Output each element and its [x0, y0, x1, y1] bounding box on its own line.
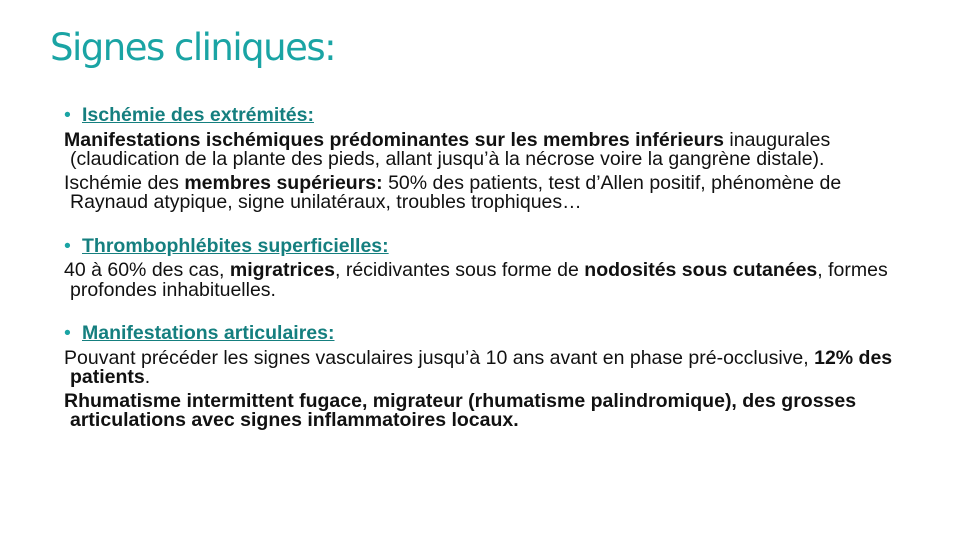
section-heading: [64, 324, 924, 344]
paragraph: [64, 389, 924, 431]
text-run: Ischémie des: [64, 171, 185, 194]
section-heading: [64, 106, 924, 126]
section-articulaires: [64, 324, 924, 431]
section-thrombophlebites: [64, 234, 924, 301]
slide-content: [64, 106, 924, 455]
text-run: membres supérieurs:: [184, 171, 383, 194]
slide-title: Signes cliniques:: [50, 26, 336, 69]
paragraph: [64, 171, 924, 213]
bullet-icon: •: [64, 234, 71, 257]
text-run: inaugurales (claudication de la plante des pieds, allant jusqu’à la nécrose voire la gangrène distale).: [70, 128, 831, 170]
paragraph: [64, 346, 924, 388]
section-ischemie: [64, 106, 924, 213]
text-run: 50% des patients, test d’Allen positif, phénomène de Raynaud atypique, signe unilatéraux, troubles trophiques…: [70, 171, 842, 213]
text-run: migratrices: [229, 259, 335, 281]
text-run: 40 à 60% des cas,: [64, 259, 230, 281]
text-run: nodosités sous cutanées: [584, 259, 818, 281]
text-run: Pouvant précéder les signes vasculaires jusqu’à 10 ans avant en phase pré-occlusive,: [64, 346, 815, 369]
bullet-icon: •: [64, 104, 71, 126]
text-run: , récidivantes sous forme de: [335, 259, 585, 281]
bullet-icon: •: [64, 322, 71, 344]
heading-text: Manifestations articulaires:: [82, 322, 335, 344]
paragraph: [64, 261, 924, 300]
text-run: Manifestations ischémiques prédominantes sur les membres inférieurs: [64, 128, 724, 151]
text-run: .: [144, 366, 151, 388]
text-run: , formes profondes inhabituelles.: [70, 259, 888, 301]
text-run: 12% des patients: [70, 346, 893, 388]
heading-text: Ischémie des extrémités:: [82, 104, 314, 126]
text-run: Rhumatisme intermittent fugace, migrateur (rhumatisme palindromique), des grosses articulations avec signes inflammatoires locaux.: [64, 389, 857, 431]
paragraph: [64, 128, 924, 170]
heading-text: Thrombophlébites superficielles:: [82, 234, 389, 257]
section-heading: [64, 234, 924, 257]
